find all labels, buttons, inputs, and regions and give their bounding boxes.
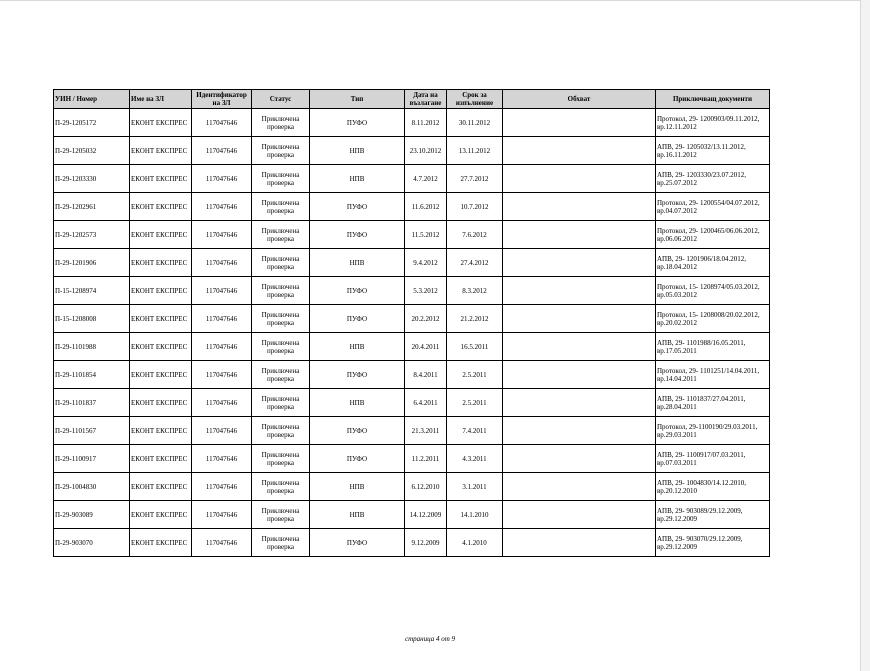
cell-name: ЕКОНТ ЕКСПРЕС: [130, 333, 192, 361]
cell-scope: [503, 277, 656, 305]
cell-identifier: 117047646: [192, 389, 252, 417]
cell-status: Приключена проверка: [252, 277, 310, 305]
cell-name: ЕКОНТ ЕКСПРЕС: [130, 501, 192, 529]
cell-name: ЕКОНТ ЕКСПРЕС: [130, 137, 192, 165]
table-body: [54, 109, 770, 557]
table-row: [54, 501, 770, 529]
cell-uin: П-29-1101854: [54, 361, 130, 389]
cell-type: ПУФО: [310, 109, 405, 137]
table-row: [54, 361, 770, 389]
cell-assigned-date: 20.2.2012: [405, 305, 447, 333]
cell-deadline: 30.11.2012: [447, 109, 503, 137]
cell-name: ЕКОНТ ЕКСПРЕС: [130, 529, 192, 557]
cell-assigned-date: 23.10.2012: [405, 137, 447, 165]
cell-status: Приключена проверка: [252, 333, 310, 361]
cell-uin: П-29-1202573: [54, 221, 130, 249]
page-edge-top: [0, 0, 860, 1]
cell-name: ЕКОНТ ЕКСПРЕС: [130, 249, 192, 277]
cell-closing-documents: Протокол, 15- 1208974/05.03.2012, вр.05.03.2012: [656, 277, 770, 305]
cell-uin: П-29-1101567: [54, 417, 130, 445]
cell-identifier: 117047646: [192, 221, 252, 249]
cell-type: ПУФО: [310, 277, 405, 305]
header-name: Име на ЗЛ: [130, 90, 192, 109]
table-row: [54, 249, 770, 277]
cell-uin: П-29-1004830: [54, 473, 130, 501]
cell-type: НПВ: [310, 473, 405, 501]
cell-identifier: 117047646: [192, 333, 252, 361]
cell-scope: [503, 305, 656, 333]
cell-scope: [503, 249, 656, 277]
cell-scope: [503, 137, 656, 165]
cell-name: ЕКОНТ ЕКСПРЕС: [130, 473, 192, 501]
cell-assigned-date: 8.11.2012: [405, 109, 447, 137]
cell-assigned-date: 9.12.2009: [405, 529, 447, 557]
cell-assigned-date: 14.12.2009: [405, 501, 447, 529]
table-row: [54, 193, 770, 221]
cell-assigned-date: 9.4.2012: [405, 249, 447, 277]
header-type: Тип: [310, 90, 405, 109]
cell-scope: [503, 165, 656, 193]
cell-closing-documents: АПВ, 29- 1203330/23.07.2012, вр.25.07.2012: [656, 165, 770, 193]
cell-deadline: 14.1.2010: [447, 501, 503, 529]
cell-scope: [503, 361, 656, 389]
inspections-table: [53, 89, 770, 557]
table-row: [54, 165, 770, 193]
page-number: страница 4 от 9: [404, 635, 456, 643]
cell-uin: П-29-1205032: [54, 137, 130, 165]
cell-name: ЕКОНТ ЕКСПРЕС: [130, 221, 192, 249]
cell-deadline: 16.5.2011: [447, 333, 503, 361]
cell-deadline: 4.3.2011: [447, 445, 503, 473]
table-row: [54, 221, 770, 249]
cell-type: НПВ: [310, 389, 405, 417]
cell-uin: П-29-1100917: [54, 445, 130, 473]
cell-type: НПВ: [310, 501, 405, 529]
cell-identifier: 117047646: [192, 473, 252, 501]
cell-status: Приключена проверка: [252, 221, 310, 249]
cell-type: НПВ: [310, 137, 405, 165]
cell-status: Приключена проверка: [252, 529, 310, 557]
cell-status: Приключена проверка: [252, 361, 310, 389]
cell-uin: П-29-903070: [54, 529, 130, 557]
cell-assigned-date: 20.4.2011: [405, 333, 447, 361]
cell-assigned-date: 4.7.2012: [405, 165, 447, 193]
cell-closing-documents: Протокол, 29- 1200465/06.06.2012, вр.06.06.2012: [656, 221, 770, 249]
header-deadline: Срок за изпълнение: [447, 90, 503, 109]
cell-assigned-date: 11.6.2012: [405, 193, 447, 221]
cell-closing-documents: АПВ, 29- 903070/29.12.2009, вр.29.12.2009: [656, 529, 770, 557]
table-row: [54, 137, 770, 165]
cell-closing-documents: Протокол, 29-1100190/29.03.2011, вр.29.03.2011: [656, 417, 770, 445]
cell-uin: П-29-903089: [54, 501, 130, 529]
cell-assigned-date: 11.5.2012: [405, 221, 447, 249]
cell-type: ПУФО: [310, 221, 405, 249]
cell-deadline: 2.5.2011: [447, 361, 503, 389]
table-row: [54, 445, 770, 473]
cell-closing-documents: АПВ, 29- 903089/29.12.2009, вр.29.12.2009: [656, 501, 770, 529]
cell-deadline: 21.2.2012: [447, 305, 503, 333]
cell-uin: П-15-1208008: [54, 305, 130, 333]
cell-name: ЕКОНТ ЕКСПРЕС: [130, 305, 192, 333]
cell-name: ЕКОНТ ЕКСПРЕС: [130, 277, 192, 305]
cell-closing-documents: АПВ, 29- 1004830/14.12.2010, вр.20.12.2010: [656, 473, 770, 501]
cell-status: Приключена проверка: [252, 473, 310, 501]
table-row: [54, 473, 770, 501]
header-assigned-date: Дата на възлагане: [405, 90, 447, 109]
cell-closing-documents: АПВ, 29- 1205032/13.11.2012, вр.16.11.2012: [656, 137, 770, 165]
cell-status: Приключена проверка: [252, 305, 310, 333]
cell-name: ЕКОНТ ЕКСПРЕС: [130, 445, 192, 473]
cell-assigned-date: 6.12.2010: [405, 473, 447, 501]
cell-name: ЕКОНТ ЕКСПРЕС: [130, 193, 192, 221]
cell-status: Приключена проверка: [252, 137, 310, 165]
cell-identifier: 117047646: [192, 249, 252, 277]
cell-identifier: 117047646: [192, 305, 252, 333]
page-shadow: [861, 0, 870, 671]
cell-scope: [503, 193, 656, 221]
cell-deadline: 8.3.2012: [447, 277, 503, 305]
cell-assigned-date: 21.3.2011: [405, 417, 447, 445]
cell-closing-documents: Протокол, 29- 1101251/14.04.2011, вр.14.04.2011: [656, 361, 770, 389]
table-row: [54, 109, 770, 137]
cell-status: Приключена проверка: [252, 109, 310, 137]
cell-deadline: 4.1.2010: [447, 529, 503, 557]
cell-status: Приключена проверка: [252, 501, 310, 529]
cell-status: Приключена проверка: [252, 445, 310, 473]
cell-uin: П-29-1203330: [54, 165, 130, 193]
cell-status: Приключена проверка: [252, 193, 310, 221]
cell-deadline: 2.5.2011: [447, 389, 503, 417]
cell-identifier: 117047646: [192, 529, 252, 557]
cell-identifier: 117047646: [192, 445, 252, 473]
cell-scope: [503, 333, 656, 361]
cell-scope: [503, 389, 656, 417]
cell-status: Приключена проверка: [252, 165, 310, 193]
cell-type: НПВ: [310, 249, 405, 277]
header-uin: УИН / Номер: [54, 90, 130, 109]
cell-identifier: 117047646: [192, 193, 252, 221]
cell-name: ЕКОНТ ЕКСПРЕС: [130, 165, 192, 193]
cell-deadline: 27.7.2012: [447, 165, 503, 193]
cell-type: ПУФО: [310, 361, 405, 389]
cell-type: ПУФО: [310, 193, 405, 221]
header-scope: Обхват: [503, 90, 656, 109]
cell-type: ПУФО: [310, 417, 405, 445]
cell-identifier: 117047646: [192, 361, 252, 389]
table-row: [54, 389, 770, 417]
cell-identifier: 117047646: [192, 137, 252, 165]
cell-name: ЕКОНТ ЕКСПРЕС: [130, 389, 192, 417]
cell-closing-documents: АПВ, 29- 1101988/16.05.2011, вр.17.05.2011: [656, 333, 770, 361]
cell-identifier: 117047646: [192, 501, 252, 529]
table-row: [54, 305, 770, 333]
cell-scope: [503, 109, 656, 137]
header-closing-documents: Приключващ документи: [656, 90, 770, 109]
cell-type: ПУФО: [310, 445, 405, 473]
cell-status: Приключена проверка: [252, 389, 310, 417]
cell-type: ПУФО: [310, 529, 405, 557]
cell-uin: П-29-1101837: [54, 389, 130, 417]
cell-identifier: 117047646: [192, 417, 252, 445]
cell-scope: [503, 473, 656, 501]
cell-closing-documents: АПВ, 29- 1100917/07.03.2011, вр.07.03.2011: [656, 445, 770, 473]
cell-deadline: 13.11.2012: [447, 137, 503, 165]
cell-deadline: 7.4.2011: [447, 417, 503, 445]
table-row: [54, 417, 770, 445]
cell-uin: П-15-1208974: [54, 277, 130, 305]
cell-closing-documents: Протокол, 29- 1200903/09.11.2012, вр.12.11.2012: [656, 109, 770, 137]
cell-type: НПВ: [310, 165, 405, 193]
cell-uin: П-29-1101988: [54, 333, 130, 361]
cell-name: ЕКОНТ ЕКСПРЕС: [130, 109, 192, 137]
cell-assigned-date: 8.4.2011: [405, 361, 447, 389]
cell-assigned-date: 6.4.2011: [405, 389, 447, 417]
table-row: [54, 277, 770, 305]
cell-closing-documents: АПВ, 29- 1101837/27.04.2011, вр.28.04.2011: [656, 389, 770, 417]
cell-identifier: 117047646: [192, 109, 252, 137]
table-header-row: [54, 90, 770, 109]
cell-assigned-date: 5.3.2012: [405, 277, 447, 305]
cell-closing-documents: Протокол, 15- 1208008/20.02.2012, вр.20.02.2012: [656, 305, 770, 333]
cell-type: НПВ: [310, 333, 405, 361]
cell-type: ПУФО: [310, 305, 405, 333]
cell-uin: П-29-1205172: [54, 109, 130, 137]
cell-name: ЕКОНТ ЕКСПРЕС: [130, 361, 192, 389]
table-row: [54, 529, 770, 557]
cell-uin: П-29-1202961: [54, 193, 130, 221]
cell-deadline: 10.7.2012: [447, 193, 503, 221]
cell-scope: [503, 529, 656, 557]
cell-deadline: 27.4.2012: [447, 249, 503, 277]
cell-closing-documents: АПВ, 29- 1201906/18.04.2012, вр.18.04.2012: [656, 249, 770, 277]
cell-uin: П-29-1201906: [54, 249, 130, 277]
cell-identifier: 117047646: [192, 165, 252, 193]
cell-deadline: 3.1.2011: [447, 473, 503, 501]
cell-status: Приключена проверка: [252, 249, 310, 277]
cell-closing-documents: Протокол, 29- 1200554/04.07.2012, вр.04.07.2012: [656, 193, 770, 221]
cell-status: Приключена проверка: [252, 417, 310, 445]
cell-scope: [503, 445, 656, 473]
table-row: [54, 333, 770, 361]
cell-assigned-date: 11.2.2011: [405, 445, 447, 473]
cell-scope: [503, 501, 656, 529]
header-status: Статус: [252, 90, 310, 109]
cell-scope: [503, 221, 656, 249]
cell-scope: [503, 417, 656, 445]
cell-deadline: 7.6.2012: [447, 221, 503, 249]
cell-identifier: 117047646: [192, 277, 252, 305]
cell-name: ЕКОНТ ЕКСПРЕС: [130, 417, 192, 445]
header-identifier: Идентификатор на ЗЛ: [192, 90, 252, 109]
